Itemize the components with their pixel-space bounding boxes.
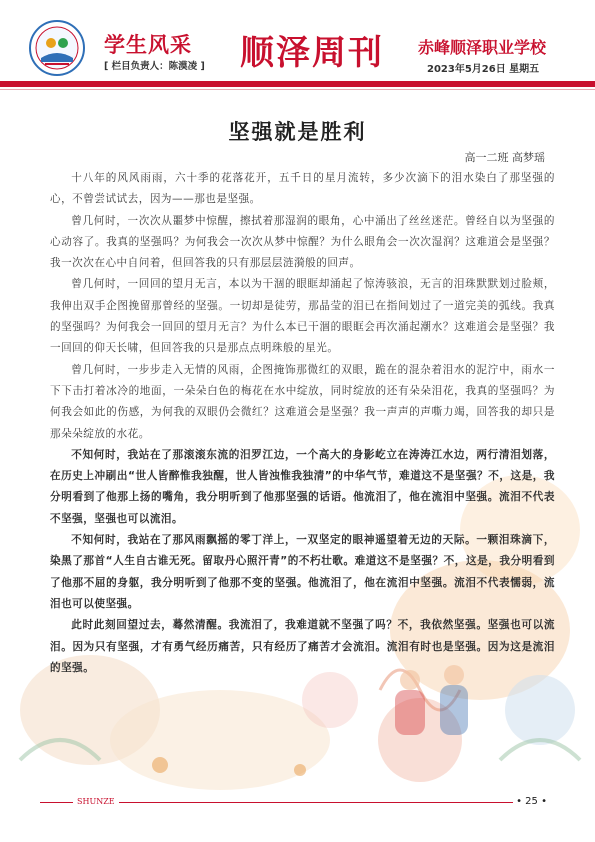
header-divider-thin <box>0 89 595 90</box>
article-paragraph: 曾几何时，一回回的望月无言，本以为干涸的眼眶却涌起了惊涛骇浪，无言的泪珠默默划过脸颊，我伸出双手企图挽留那曾经的坚强。一切却是徒劳，那晶莹的泪已在指间划过了一道完美的弧线。我真的坚强吗？为何我会一回回的望月无言？为什么本已干涸的眼眶会再次涌起潮水？这难道会是坚强？我一回回的仰天长啸，但回答我的只是那点点明珠般的星光。 <box>50 278 555 355</box>
article-paragraph: 十八年的风风雨雨，六十季的花落花开，五千日的星月流转，多少次滴下的泪水染白了那坚强的心，不曾尝试试去，因为——那也是坚强。 <box>50 172 555 206</box>
article-title: 坚强就是胜利 <box>228 120 367 144</box>
issue-date: 2023年5月26日 星期五 <box>427 64 540 75</box>
article-body <box>50 168 555 679</box>
article-paragraph: 曾几何时，一次次从噩梦中惊醒，擦拭着那湿润的眼角，心中涌出了丝丝迷茫。曾经自以为坚强的心动容了。我真的坚强吗？为何我会一次次从梦中惊醒？为什么眼角会一次次湿润？这难道会是坚强？我一次次在心中自问着，但回答我的只有那层层涟漪般的回声。 <box>50 214 555 270</box>
school-name: 赤峰顺泽职业学校 <box>418 38 547 57</box>
article-paragraph: 不知何时，我站在了那风雨飘摇的零丁洋上，一双坚定的眼神遥望着无边的天际。一颗泪珠滴下，染黑了那首“人生自古谁无死。留取丹心照汗青”的不朽壮歌。难道这不是坚强？不，这是，我分明看到了他那不屈的身躯，我分明听到了他那不变的坚强。他流泪了，他在流泪中坚强。流泪不代表懦弱，流泪也可以使坚强。 <box>50 534 555 610</box>
article-author: 高一二班 高梦瑶 <box>464 151 545 164</box>
page-number: • 25 • <box>513 796 550 807</box>
article-paragraph: 不知何时，我站在了那滚滚东流的汨罗江边，一个高大的身影屹立在涛涛江水边，两行清泪划落，在历史上冲刷出“世人皆醉惟我独醒，世人皆浊惟我独清”的中华气节，难道这不是坚强？不，这是，我分明看到了他那上扬的嘴角，我分明听到了他那坚强的话语。他流泪了，他在流泪中坚强。流泪不代表不坚强，坚强也可以流泪。 <box>50 448 555 525</box>
school-logo-icon <box>29 20 85 76</box>
column-editor: [ 栏目负责人：陈漠凌 ] <box>104 61 205 72</box>
footer-brand: SHUNZE <box>73 797 119 806</box>
header-divider <box>0 81 595 87</box>
article-paragraph: 此时此刻回望过去，蓦然清醒。我流泪了，我难道就不坚强了吗？不，我依然坚强。坚强也可以流泪。因为只有坚强，才有勇气经历痛苦，只有经历了痛苦才会流泪。流泪有时也是坚强。因为这是流泪的坚强。 <box>50 619 555 674</box>
section-title: 学生风采 <box>104 33 192 57</box>
paper-name: 顺泽周刊 <box>240 33 384 73</box>
article-paragraph: 曾几何时，一步步走入无情的风雨，企图掩饰那微红的双眼，跪在的混杂着泪水的泥泞中，雨水一下下击打着冰冷的地面，一朵朵白色的梅花在水中绽放，同时绽放的还有朵朵泪花，我真的坚强吗？为何我会如此的伤感，为何我的双眼仍会微红？这难道会是坚强？我一声声的声嘶力竭，回答我的却只是那朵朵绽放的水花。 <box>50 363 555 440</box>
